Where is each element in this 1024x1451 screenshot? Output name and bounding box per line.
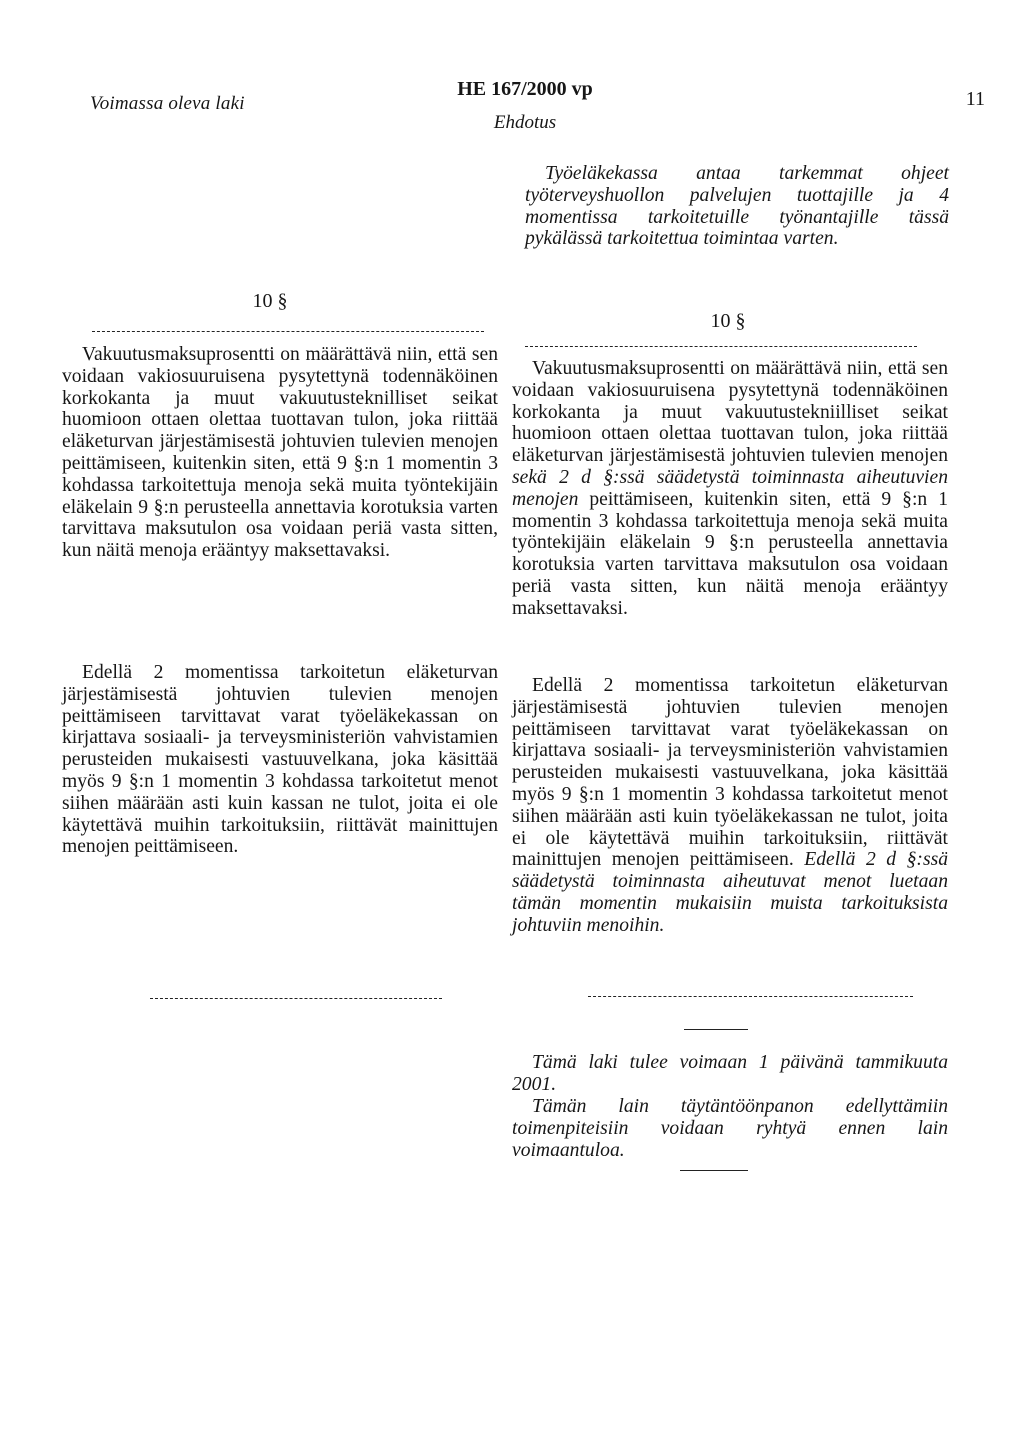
left-section-label: 10 § (252, 290, 288, 312)
right-paragraph-1-text-a: Vakuutusmaksuprosentti on määrättävä niin, että sen voidaan vakiosuuruisena pysytettynä todennäköinen korkokanta ja muut vakuutustekniilliset seikat huomioon ottaen olettaa tuottavan tulon, joka riittää eläketurvan järjestämisestä johtuvien tulevien menojen (512, 358, 948, 467)
right-paragraph-1 (512, 358, 948, 620)
right-section-label: 10 § (710, 310, 746, 332)
left-column-title: Voimassa oleva laki (90, 93, 245, 114)
right-paragraph-1-text-b: peittämiseen, kuitenkin siten, että 9 §:n 1 momentin 3 kohdassa tarkoitettuja menoja sekä muita työntekijäin eläkelain 9 §:n perusteella annettavia korotuksia varten tarvittava maksutulon osa voidaan periä vasta sitten, kun näitä menoja erääntyy maksettavaksi. (512, 488, 948, 619)
right-paragraph-2-amendment: Edellä 2 d §:ssä säädetystä toiminnasta aiheutuvat menot luetaan tämän momentin mukaisiin muista tarkoituksista johtuviin menoihin. (512, 849, 948, 936)
right-paragraph-2-text: Edellä 2 momentissa tarkoitetun eläketurvan järjestämisestä johtuvien tulevien menojen peittämiseen tarvittavat varat työeläkekassan on kirjattava sosiaali- ja terveysministeriön vahvistamien perusteiden mukaisesti vastuuvelkana, joka käsittää myös 9 §:n 1 momentin 3 kohdassa tarkoitetut menot siihen määrään asti kuin työeläkekassan ne tulot, joita ei ole käytettävä muihin tarkoituksiin, riittävät mainittujen menojen peittämiseen. (512, 675, 948, 871)
right-paragraph-2 (512, 675, 948, 937)
right-implementation-note: Tämän lain täytäntöönpanon edellyttämiin toimenpiteisiin voidaan ryhtyä ennen lain voimaantuloa. (512, 1096, 948, 1161)
document-id: HE 167/2000 vp (457, 78, 593, 100)
page-number: 11 (965, 88, 985, 110)
right-intro-paragraph: Työeläkekassa antaa tarkemmat ohjeet työterveyshuollon palvelujen tuottajille ja 4 momentissa tarkoitetuille työnantajille tässä pykälässä tarkoitettua toimintaa varten. (525, 163, 949, 250)
right-paragraph-1-amendment: sekä 2 d §:ssä säädetystä toiminnasta aiheutuvien menojen (512, 466, 948, 510)
left-paragraph-1: Vakuutusmaksuprosentti on määrättävä niin, että sen voidaan vakiosuuruisena pysytettynä todennäköinen korkokanta ja muut vakuutusteknilliset seikat huomioon ottaen olettaa tuottavan tulon, joka riittää eläketurvan järjestämisestä johtuvien tulevien menojen peittämiseen, kuitenkin siten, että 9 §:n 1 momentin 3 kohdassa tarkoitettuja menoja sekä muita työntekijäin eläkelain 9 §:n perusteella annettavia korotuksia varten tarvittava maksutulon osa voidaan periä vasta sitten, kun näitä menoja erääntyy maksettavaksi. (62, 344, 498, 562)
right-column-title: Ehdotus (493, 112, 557, 133)
left-dashed-separator (92, 331, 484, 332)
right-end-dashed-separator (588, 996, 913, 997)
left-end-dashed-separator (150, 998, 442, 999)
left-paragraph-2: Edellä 2 momentissa tarkoitetun eläketurvan järjestämisestä johtuvien tulevien menojen peittämiseen tarvittavat varat työeläkekassan on kirjattava sosiaali- ja terveysministeriön vahvistamien perusteiden mukaisesti vastuuvelkana, joka käsittää myös 9 §:n 1 momentin 3 kohdassa tarkoitetut menot siihen määrään asti kuin kassan ne tulot, joita ei ole käytettävä muihin tarkoituksiin, riittävät mainittujen menojen peittämiseen. (62, 662, 498, 858)
right-entry-into-force: Tämä laki tulee voimaan 1 päivänä tammikuuta 2001. (512, 1052, 948, 1095)
right-dashed-separator (525, 346, 917, 347)
right-short-rule-bottom (680, 1170, 748, 1171)
right-short-rule-top (684, 1029, 748, 1030)
